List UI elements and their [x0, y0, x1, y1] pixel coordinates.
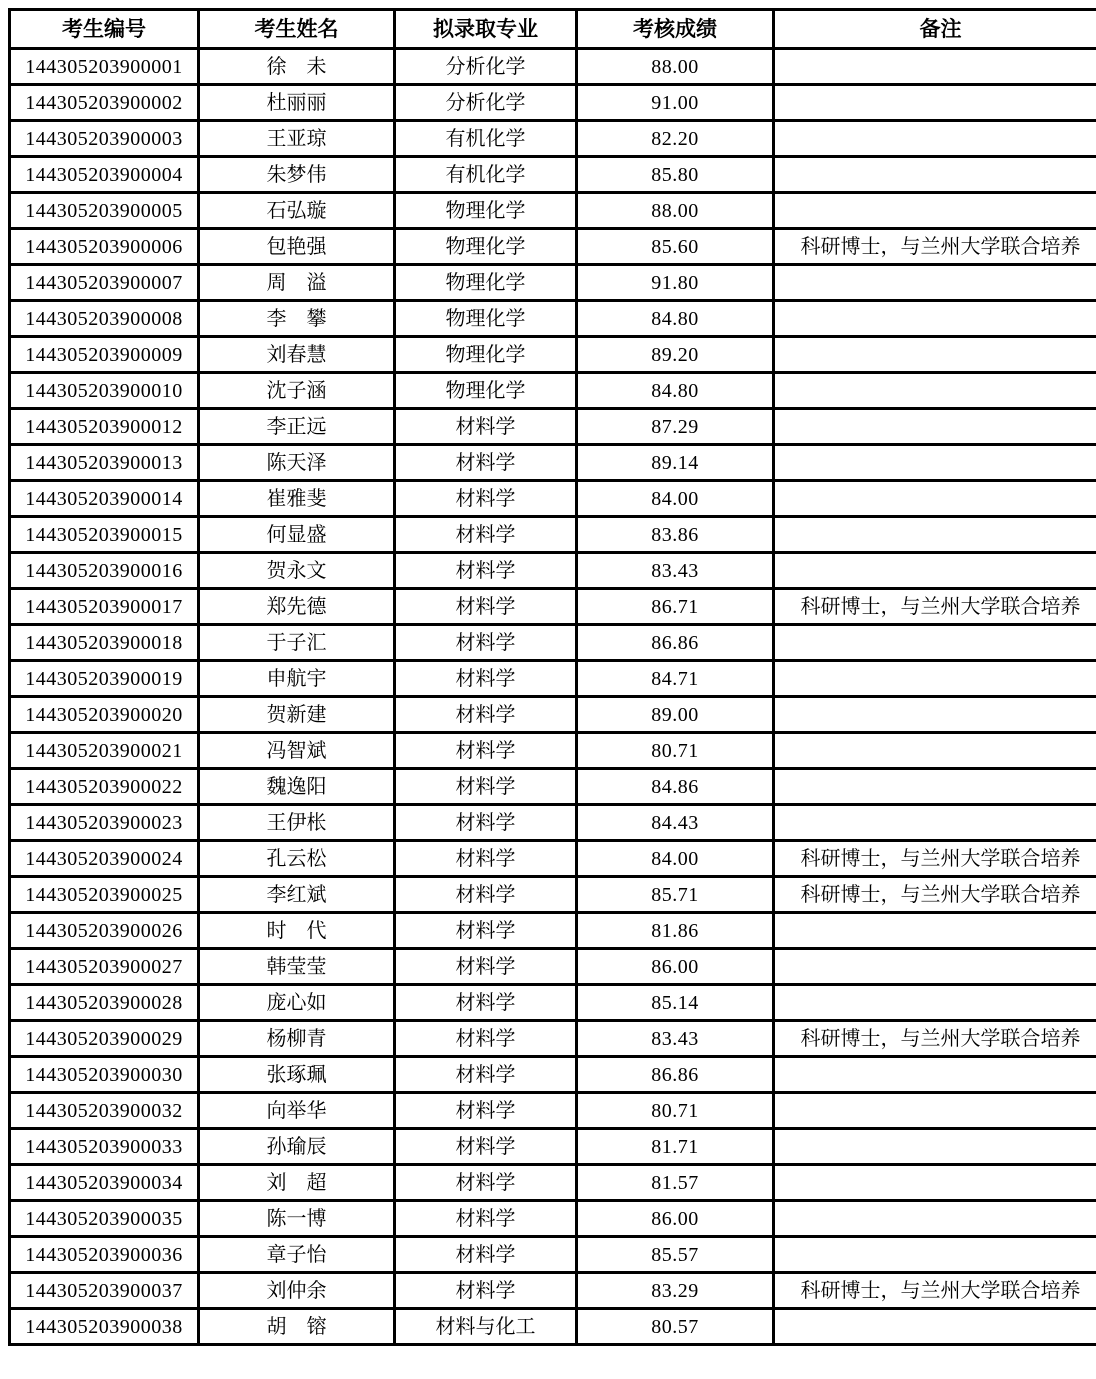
- cell-major: 有机化学: [395, 121, 577, 157]
- cell-major: 材料学: [395, 1237, 577, 1273]
- cell-name: 向举华: [199, 1093, 395, 1129]
- table-row: [10, 697, 1096, 733]
- cell-remark: [774, 769, 1096, 805]
- cell-id: 144305203900014: [10, 481, 199, 517]
- cell-id: 144305203900028: [10, 985, 199, 1021]
- table-row: [10, 913, 1096, 949]
- table-row: [10, 661, 1096, 697]
- cell-id: 144305203900036: [10, 1237, 199, 1273]
- cell-score: 85.71: [577, 877, 774, 913]
- cell-name: 时 代: [199, 913, 395, 949]
- cell-score: 83.29: [577, 1273, 774, 1309]
- table-row: [10, 121, 1096, 157]
- column-header-remark: 备注: [774, 10, 1096, 49]
- cell-name: 刘春慧: [199, 337, 395, 373]
- cell-remark: [774, 1201, 1096, 1237]
- cell-name: 申航宇: [199, 661, 395, 697]
- cell-name: 周 溢: [199, 265, 395, 301]
- table-row: [10, 1201, 1096, 1237]
- cell-name: 郑先德: [199, 589, 395, 625]
- cell-id: 144305203900035: [10, 1201, 199, 1237]
- cell-score: 88.00: [577, 49, 774, 85]
- table-row: [10, 985, 1096, 1021]
- cell-score: 81.71: [577, 1129, 774, 1165]
- table-row: [10, 373, 1096, 409]
- cell-score: 91.00: [577, 85, 774, 121]
- cell-score: 89.20: [577, 337, 774, 373]
- cell-major: 材料学: [395, 733, 577, 769]
- cell-name: 徐 未: [199, 49, 395, 85]
- cell-major: 材料学: [395, 697, 577, 733]
- cell-remark: 科研博士，与兰州大学联合培养: [774, 229, 1096, 265]
- cell-id: 144305203900030: [10, 1057, 199, 1093]
- cell-name: 刘仲余: [199, 1273, 395, 1309]
- column-header-id: 考生编号: [10, 10, 199, 49]
- cell-major: 物理化学: [395, 193, 577, 229]
- cell-id: 144305203900018: [10, 625, 199, 661]
- cell-major: 材料学: [395, 409, 577, 445]
- cell-remark: [774, 265, 1096, 301]
- cell-id: 144305203900001: [10, 49, 199, 85]
- cell-major: 材料学: [395, 625, 577, 661]
- cell-name: 王亚琼: [199, 121, 395, 157]
- cell-major: 物理化学: [395, 373, 577, 409]
- document-sheet: [8, 8, 1096, 1346]
- cell-score: 85.57: [577, 1237, 774, 1273]
- cell-name: 王伊枨: [199, 805, 395, 841]
- cell-id: 144305203900012: [10, 409, 199, 445]
- cell-remark: 科研博士，与兰州大学联合培养: [774, 589, 1096, 625]
- cell-score: 84.80: [577, 301, 774, 337]
- cell-name: 陈一博: [199, 1201, 395, 1237]
- cell-major: 材料学: [395, 1093, 577, 1129]
- cell-score: 86.71: [577, 589, 774, 625]
- table-row: [10, 553, 1096, 589]
- cell-id: 144305203900019: [10, 661, 199, 697]
- cell-remark: [774, 49, 1096, 85]
- cell-remark: 科研博士，与兰州大学联合培养: [774, 877, 1096, 913]
- table-row: [10, 409, 1096, 445]
- cell-id: 144305203900005: [10, 193, 199, 229]
- table-row: [10, 949, 1096, 985]
- table-row: [10, 337, 1096, 373]
- cell-id: 144305203900032: [10, 1093, 199, 1129]
- cell-id: 144305203900004: [10, 157, 199, 193]
- cell-score: 84.86: [577, 769, 774, 805]
- cell-score: 86.00: [577, 1201, 774, 1237]
- cell-major: 材料学: [395, 553, 577, 589]
- cell-score: 89.14: [577, 445, 774, 481]
- cell-score: 84.80: [577, 373, 774, 409]
- cell-id: 144305203900020: [10, 697, 199, 733]
- header-row: [10, 10, 1096, 49]
- cell-score: 82.20: [577, 121, 774, 157]
- cell-name: 石弘璇: [199, 193, 395, 229]
- cell-score: 89.00: [577, 697, 774, 733]
- cell-major: 材料学: [395, 1129, 577, 1165]
- cell-name: 李正远: [199, 409, 395, 445]
- cell-remark: [774, 1309, 1096, 1345]
- cell-score: 84.43: [577, 805, 774, 841]
- cell-score: 83.43: [577, 1021, 774, 1057]
- table-row: [10, 1165, 1096, 1201]
- cell-remark: [774, 445, 1096, 481]
- cell-score: 81.57: [577, 1165, 774, 1201]
- table-row: [10, 1273, 1096, 1309]
- column-header-score: 考核成绩: [577, 10, 774, 49]
- table-row: [10, 625, 1096, 661]
- cell-major: 材料学: [395, 481, 577, 517]
- cell-id: 144305203900034: [10, 1165, 199, 1201]
- cell-name: 贺永文: [199, 553, 395, 589]
- cell-id: 144305203900026: [10, 913, 199, 949]
- column-header-name: 考生姓名: [199, 10, 395, 49]
- table-row: [10, 1309, 1096, 1345]
- cell-name: 李 攀: [199, 301, 395, 337]
- cell-id: 144305203900009: [10, 337, 199, 373]
- cell-id: 144305203900022: [10, 769, 199, 805]
- cell-id: 144305203900003: [10, 121, 199, 157]
- cell-name: 于子汇: [199, 625, 395, 661]
- cell-major: 材料学: [395, 841, 577, 877]
- table-row: [10, 589, 1096, 625]
- cell-id: 144305203900023: [10, 805, 199, 841]
- cell-id: 144305203900033: [10, 1129, 199, 1165]
- cell-name: 冯智斌: [199, 733, 395, 769]
- cell-major: 材料学: [395, 805, 577, 841]
- cell-score: 80.71: [577, 733, 774, 769]
- cell-major: 物理化学: [395, 337, 577, 373]
- cell-score: 83.86: [577, 517, 774, 553]
- cell-remark: [774, 337, 1096, 373]
- cell-name: 刘 超: [199, 1165, 395, 1201]
- table-row: [10, 445, 1096, 481]
- cell-major: 材料学: [395, 1201, 577, 1237]
- cell-id: 144305203900013: [10, 445, 199, 481]
- cell-id: 144305203900025: [10, 877, 199, 913]
- table-row: [10, 1237, 1096, 1273]
- cell-name: 包艳强: [199, 229, 395, 265]
- cell-id: 144305203900006: [10, 229, 199, 265]
- cell-id: 144305203900027: [10, 949, 199, 985]
- cell-name: 杜丽丽: [199, 85, 395, 121]
- table-body: [10, 49, 1096, 1345]
- cell-remark: [774, 1093, 1096, 1129]
- cell-major: 分析化学: [395, 85, 577, 121]
- table-row: [10, 1057, 1096, 1093]
- table-row: [10, 1093, 1096, 1129]
- cell-remark: [774, 697, 1096, 733]
- cell-remark: 科研博士，与兰州大学联合培养: [774, 841, 1096, 877]
- cell-remark: [774, 517, 1096, 553]
- cell-name: 何显盛: [199, 517, 395, 553]
- cell-remark: [774, 481, 1096, 517]
- table-row: [10, 481, 1096, 517]
- cell-name: 朱梦伟: [199, 157, 395, 193]
- table-row: [10, 193, 1096, 229]
- cell-id: 144305203900038: [10, 1309, 199, 1345]
- table-row: [10, 229, 1096, 265]
- cell-remark: [774, 913, 1096, 949]
- cell-score: 85.60: [577, 229, 774, 265]
- cell-name: 庞心如: [199, 985, 395, 1021]
- cell-name: 杨柳青: [199, 1021, 395, 1057]
- cell-remark: [774, 553, 1096, 589]
- cell-major: 材料学: [395, 1057, 577, 1093]
- cell-name: 李红斌: [199, 877, 395, 913]
- cell-remark: 科研博士，与兰州大学联合培养: [774, 1273, 1096, 1309]
- table-row: [10, 85, 1096, 121]
- cell-remark: [774, 85, 1096, 121]
- cell-score: 85.14: [577, 985, 774, 1021]
- table-row: [10, 49, 1096, 85]
- cell-major: 材料学: [395, 877, 577, 913]
- cell-score: 88.00: [577, 193, 774, 229]
- cell-score: 80.71: [577, 1093, 774, 1129]
- cell-id: 144305203900021: [10, 733, 199, 769]
- cell-name: 韩莹莹: [199, 949, 395, 985]
- cell-major: 材料学: [395, 661, 577, 697]
- cell-major: 材料学: [395, 1021, 577, 1057]
- cell-major: 材料学: [395, 985, 577, 1021]
- cell-remark: [774, 1237, 1096, 1273]
- table-header: [10, 10, 1096, 49]
- cell-remark: [774, 409, 1096, 445]
- cell-major: 分析化学: [395, 49, 577, 85]
- cell-name: 贺新建: [199, 697, 395, 733]
- cell-major: 物理化学: [395, 265, 577, 301]
- cell-remark: [774, 193, 1096, 229]
- cell-remark: [774, 121, 1096, 157]
- table-row: [10, 733, 1096, 769]
- cell-name: 陈天泽: [199, 445, 395, 481]
- cell-id: 144305203900010: [10, 373, 199, 409]
- cell-remark: [774, 1129, 1096, 1165]
- table-row: [10, 157, 1096, 193]
- cell-remark: [774, 301, 1096, 337]
- cell-id: 144305203900037: [10, 1273, 199, 1309]
- cell-major: 材料学: [395, 589, 577, 625]
- cell-id: 144305203900029: [10, 1021, 199, 1057]
- table-row: [10, 1021, 1096, 1057]
- cell-major: 材料学: [395, 1165, 577, 1201]
- cell-major: 物理化学: [395, 229, 577, 265]
- table-row: [10, 769, 1096, 805]
- cell-id: 144305203900007: [10, 265, 199, 301]
- cell-remark: 科研博士，与兰州大学联合培养: [774, 1021, 1096, 1057]
- cell-name: 崔雅斐: [199, 481, 395, 517]
- cell-id: 144305203900002: [10, 85, 199, 121]
- cell-id: 144305203900024: [10, 841, 199, 877]
- cell-major: 材料学: [395, 517, 577, 553]
- cell-remark: [774, 805, 1096, 841]
- cell-major: 材料学: [395, 1273, 577, 1309]
- cell-id: 144305203900008: [10, 301, 199, 337]
- cell-score: 83.43: [577, 553, 774, 589]
- cell-score: 80.57: [577, 1309, 774, 1345]
- cell-major: 材料学: [395, 445, 577, 481]
- cell-id: 144305203900016: [10, 553, 199, 589]
- table-row: [10, 517, 1096, 553]
- table-row: [10, 265, 1096, 301]
- cell-major: 材料学: [395, 949, 577, 985]
- cell-score: 91.80: [577, 265, 774, 301]
- cell-major: 物理化学: [395, 301, 577, 337]
- cell-score: 86.00: [577, 949, 774, 985]
- admission-roster-table: [8, 8, 1096, 1346]
- cell-major: 材料学: [395, 769, 577, 805]
- cell-id: 144305203900017: [10, 589, 199, 625]
- cell-remark: [774, 733, 1096, 769]
- cell-score: 86.86: [577, 625, 774, 661]
- cell-score: 84.00: [577, 841, 774, 877]
- cell-score: 87.29: [577, 409, 774, 445]
- cell-remark: [774, 661, 1096, 697]
- cell-score: 85.80: [577, 157, 774, 193]
- cell-name: 孔云松: [199, 841, 395, 877]
- table-row: [10, 1129, 1096, 1165]
- cell-score: 81.86: [577, 913, 774, 949]
- cell-id: 144305203900015: [10, 517, 199, 553]
- cell-major: 材料学: [395, 913, 577, 949]
- cell-name: 胡 镕: [199, 1309, 395, 1345]
- cell-name: 张琢珮: [199, 1057, 395, 1093]
- cell-score: 86.86: [577, 1057, 774, 1093]
- cell-remark: [774, 985, 1096, 1021]
- cell-score: 84.71: [577, 661, 774, 697]
- column-header-major: 拟录取专业: [395, 10, 577, 49]
- cell-name: 沈子涵: [199, 373, 395, 409]
- cell-major: 有机化学: [395, 157, 577, 193]
- cell-major: 材料与化工: [395, 1309, 577, 1345]
- cell-remark: [774, 373, 1096, 409]
- cell-remark: [774, 949, 1096, 985]
- cell-name: 魏逸阳: [199, 769, 395, 805]
- cell-remark: [774, 1165, 1096, 1201]
- table-row: [10, 877, 1096, 913]
- cell-name: 孙瑜辰: [199, 1129, 395, 1165]
- table-row: [10, 841, 1096, 877]
- cell-score: 84.00: [577, 481, 774, 517]
- cell-remark: [774, 157, 1096, 193]
- cell-remark: [774, 625, 1096, 661]
- table-row: [10, 301, 1096, 337]
- cell-name: 章子怡: [199, 1237, 395, 1273]
- table-row: [10, 805, 1096, 841]
- cell-remark: [774, 1057, 1096, 1093]
